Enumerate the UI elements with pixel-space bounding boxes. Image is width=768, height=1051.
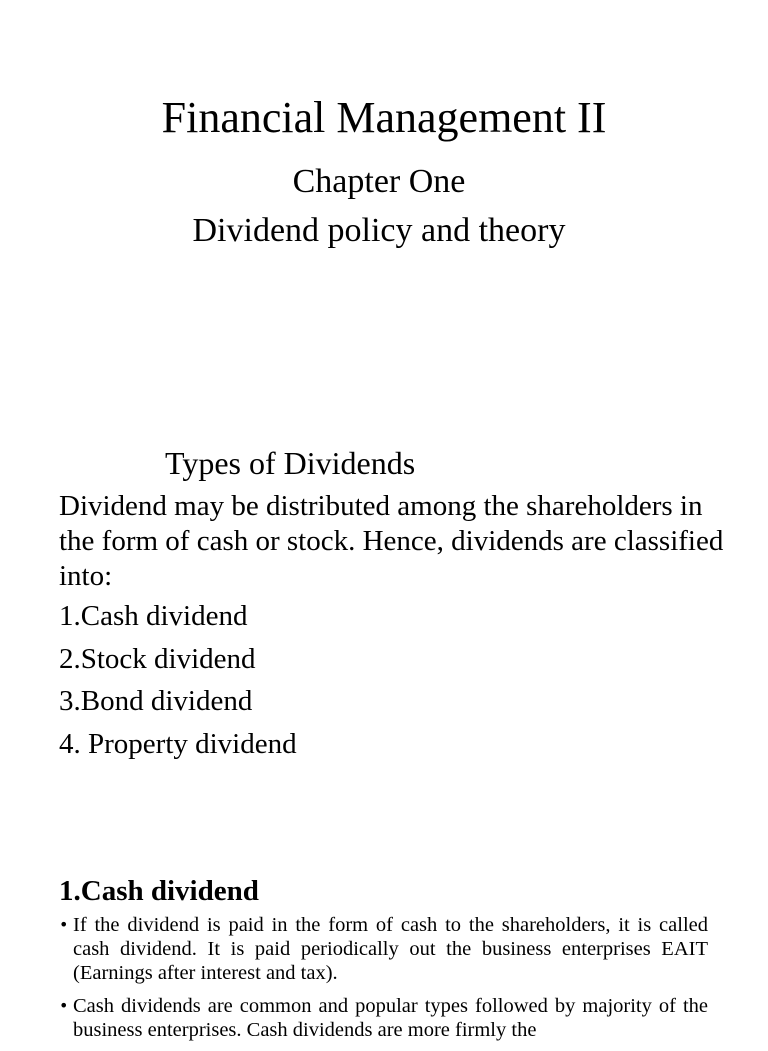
list-item: 2.Stock dividend (59, 642, 256, 675)
document-title: Financial Management II (161, 93, 607, 142)
list-item: 1.Cash dividend (59, 600, 248, 632)
chapter-topic: Dividend policy and theory (192, 212, 566, 249)
chapter-label: Chapter One (292, 163, 466, 200)
list-item: 4. Property dividend (59, 728, 297, 761)
dividend-types-list (59, 599, 297, 770)
list-item (59, 994, 708, 1042)
bullet-text: If the dividend is paid in the form of cash to the shareholders, it is called cash dividend. It is paid periodically out the business enterprises EAIT (Earnings after interest and tax). (73, 914, 708, 984)
types-heading: Types of Dividends (165, 445, 416, 481)
bullet-text: Cash dividends are common and popular types followed by majority of the business enterprises. Cash dividends are more firmly the (73, 995, 708, 1041)
bullet-icon: • (59, 915, 69, 934)
cash-dividend-bullets (59, 913, 708, 1051)
list-item (59, 913, 708, 985)
list-item: 3.Bond dividend (59, 685, 253, 718)
types-intro-text: Dividend may be distributed among the shareholders in the form of cash or stock. Hence, dividends are classified into: (59, 490, 724, 592)
bullet-icon: • (59, 996, 69, 1015)
cash-dividend-heading: 1.Cash dividend (59, 875, 259, 907)
